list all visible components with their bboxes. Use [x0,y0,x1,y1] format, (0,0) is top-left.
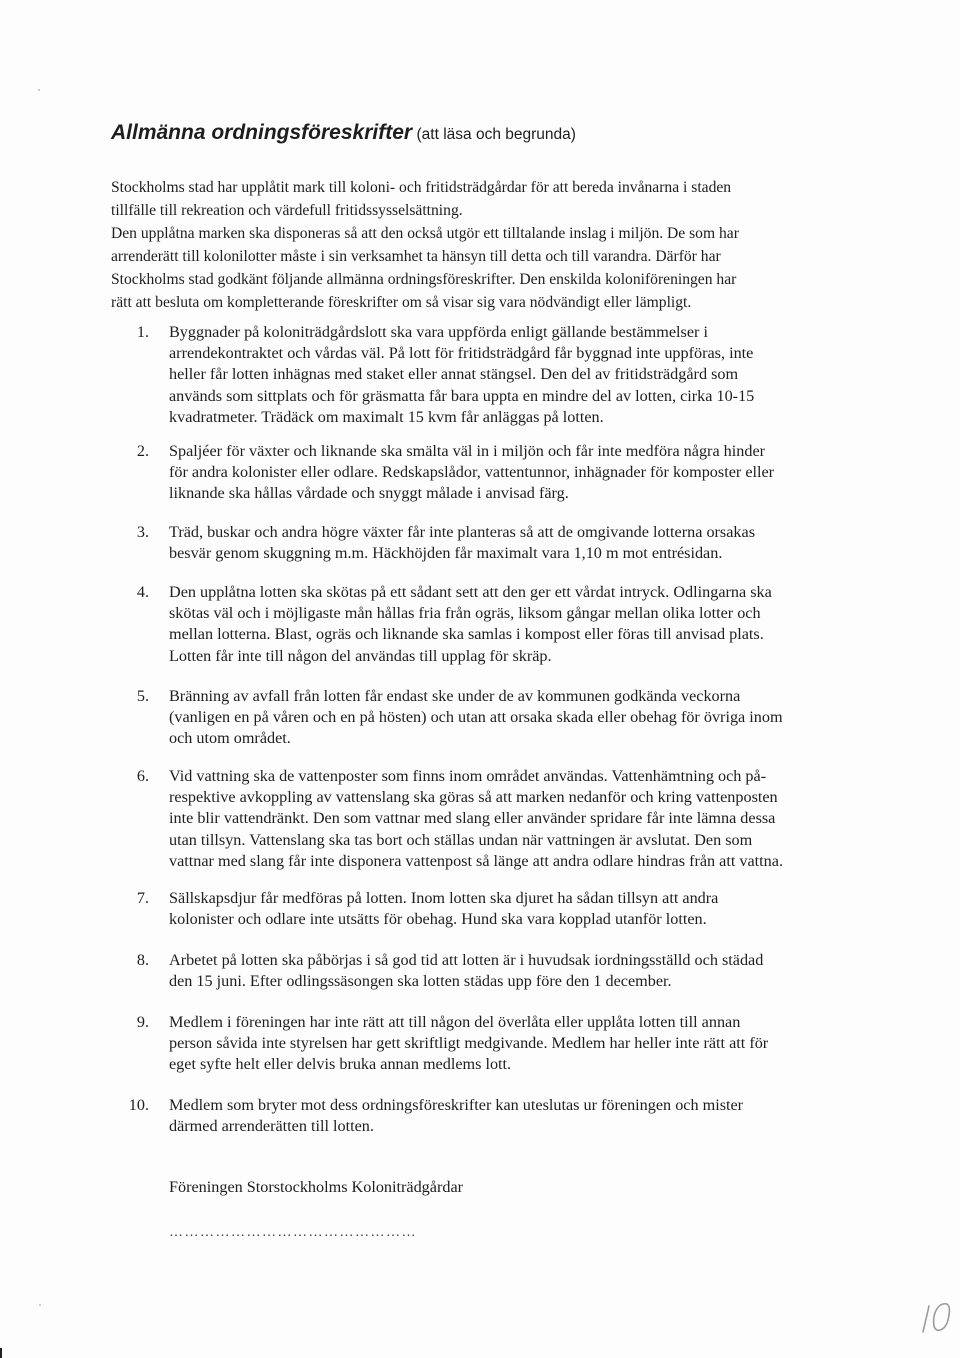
rule-number: 2. [136,442,149,460]
rule-line: besvär genom skuggning m.m. Häckhöjden får maximalt vara 1,10 m mot entrésidan. [169,544,723,563]
rule-line: inte blir vattendränkt. Den som vattnar med slang eller använder spridare får inte lämna dessa [169,809,776,828]
rule-text [169,1095,869,1137]
rule-line: Vid vattning ska de vattenposter som finns inom området användas. Vattenhämtning och på- [169,767,767,785]
rule-line: arrendekontraktet och vårdas väl. På lott för fritidsträdgård får byggnad inte uppföras, inte [169,344,754,363]
association-signature: Föreningen Storstockholms Koloniträdgårdar [169,1178,464,1196]
rule-number: 1. [136,323,149,341]
rule-line: utan tillsyn. Vattenslang ska tas bort och ställas undan när vattningen är avslutat. Den som [169,830,753,849]
rule-line: Medlem som bryter mot dess ordningsföreskrifter kan uteslutas ur föreningen och mister [169,1096,744,1114]
rule-line: (vanligen en på våren och en på hösten) och utan att orsaka skada eller obehag för övriga inom [169,708,783,727]
rule-line: kolonister och odlare inte utsätts för obehag. Hund ska vara kopplad utanför lotten. [169,910,707,929]
rule-number: 4. [136,583,149,601]
rule-line: Lotten får inte till någon del användas till upplag för skräp. [169,646,552,665]
rule-line: kvadratmeter. Trädäck om maximalt 15 kvm får anläggas på lotten. [169,407,604,426]
rule-text [169,522,869,564]
rule-line: för andra kolonister eller odlare. Redskapslådor, vattentunnor, inhägnader för komposter eller [169,463,775,482]
rule-number: 8. [136,951,149,969]
rule-line: skötas väl och i möjligaste mån hållas fria från ogräs, liksom gångar mellan olika lotter och [169,604,761,623]
rule-text [169,582,869,667]
intro-line: arrenderätt till kolonilotter måste i sin verksamhet ta hänsyn till detta och till varandra. Därför har [111,248,721,266]
rule-line: används som sittplats och för gräsmatta får bara uppta en mindre del av lotten, cirka 10-15 [169,386,755,405]
intro-line: Stockholms stad har upplåtit mark till koloni- och fritidsträdgårdar för att bereda invånarna i staden [111,179,732,196]
scan-edge-mark [0,1348,2,1358]
rule-text [169,1012,869,1076]
document-subtitle: (att läsa och begrunda) [416,126,576,143]
rule-number: 5. [136,687,149,705]
scan-speck [39,1304,41,1306]
intro-line: Stockholms stad godkänt följande allmänna ordningsföreskrifter. Den enskilda koloniföreningen har [111,271,737,289]
intro-line: Den upplåtna marken ska disponeras så att den också utgör ett tilltalande inslag i miljön. De som har [111,225,739,243]
rule-line: mellan lotterna. Blast, ogräs och liknande ska samlas i kompost eller föras till anvisad plats. [169,625,764,644]
rule-line: person såvida inte styrelsen har gett skriftligt medgivande. Medlem har heller inte rätt att för [169,1034,769,1053]
rule-line: liknande ska hållas vårdade och snyggt målade i anvisad färg. [169,484,569,503]
rule-text [169,950,869,992]
rule-number: 3. [136,523,149,541]
rule-line: och utom området. [169,729,291,748]
rule-line: Arbetet på lotten ska påbörjas i så god tid att lotten är i huvudsak iordningsställd och städad [169,951,764,969]
rule-line: heller får lotten inhägnas med staket eller annat stängsel. Den del av fritidsträdgård som [169,365,739,384]
scan-speck [38,89,40,91]
rule-text [169,322,869,428]
rule-line: Medlem i föreningen har inte rätt att till någon del överlåta eller upplåta lotten till annan [169,1013,741,1031]
rule-number: 6. [136,767,149,785]
rule-number: 7. [136,889,149,907]
rule-line: eget syfte helt eller delvis bruka annan medlems lott. [169,1055,512,1074]
rule-line: Sällskapsdjur får medföras på lotten. Inom lotten ska djuret ha sådan tillsyn att andra [169,889,719,907]
rule-line: den 15 juni. Efter odlingssäsongen ska lotten städas upp före den 1 december. [169,972,672,991]
rule-line: Träd, buskar och andra högre växter får inte planteras så att de omgivande lotterna orsakas [169,523,755,541]
rule-text [169,766,869,872]
intro-line: tillfälle till rekreation och värdefull fritidssysselsättning. [111,202,463,220]
rule-text [169,686,869,750]
rule-line: Bränning av avfall från lotten får endast ske under de av kommunen godkända veckorna [169,687,741,705]
rule-text [169,441,869,505]
rule-line: respektive avkoppling av vattenslang ska göras så att marken nedanför och kring vattenposten [169,788,778,807]
rule-line: Den upplåtna lotten ska skötas på ett sådant sett att den ger ett vårdat intryck. Odlingarna ska [169,583,772,601]
rule-text [169,888,869,930]
rule-number: 9. [136,1013,149,1031]
handwritten-page-number [920,1294,954,1338]
signature-line: ………………………………………… [169,1225,417,1240]
rule-line: Byggnader på koloniträdgårdslott ska vara uppförda enligt gällande bestämmelser i [169,323,708,341]
rule-line: vattnar med slang får inte disponera vattenpost så länge att andra odlare hindras från att vattna. [169,851,783,870]
intro-line: rätt att besluta om kompletterande föreskrifter om så visar sig vara nödvändigt eller lämpligt. [111,294,692,312]
document-title: Allmänna ordningsföreskrifter [111,121,413,144]
rule-number: 10. [128,1096,149,1114]
rule-line: Spaljéer för växter och liknande ska smälta väl in i miljön och får inte medföra några hinder [169,442,766,460]
rule-line: därmed arrenderätten till lotten. [169,1117,374,1136]
